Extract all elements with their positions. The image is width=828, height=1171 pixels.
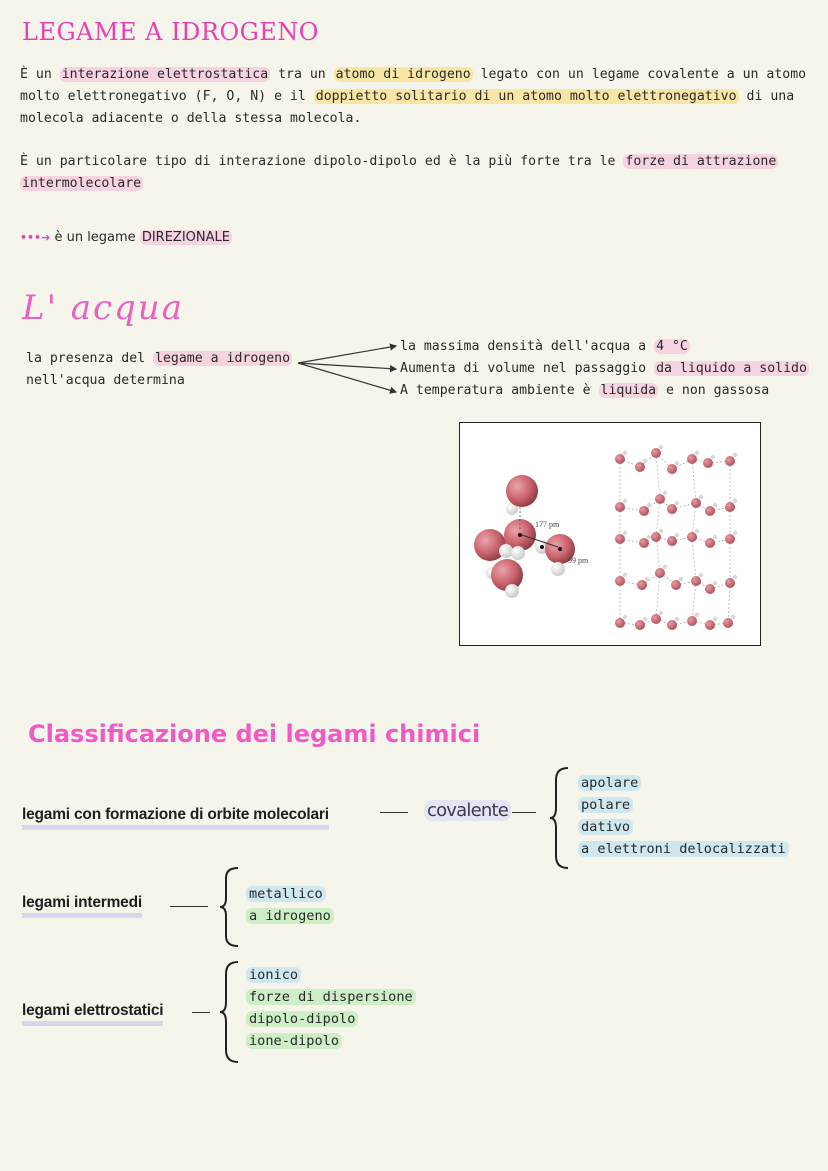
group-label-orbite: legami con formazione di orbite molecolari — [22, 806, 329, 830]
oxygen-atom — [667, 464, 677, 474]
intermedi-list — [246, 883, 334, 927]
text: Aumenta di volume nel passaggio — [400, 361, 655, 376]
oxygen-atom — [655, 568, 665, 578]
oxygen-atom — [725, 578, 735, 588]
highlight-intermolecolare: intermolecolare — [22, 176, 142, 191]
hydrogen-atom — [695, 613, 699, 617]
hydrogen-atom — [647, 503, 651, 507]
hydrogen-atom — [695, 529, 699, 533]
hydrogen-atom — [711, 455, 715, 459]
oxygen-atom — [705, 506, 715, 516]
text: la presenza del — [26, 351, 154, 366]
covalente-label: covalente — [424, 800, 511, 821]
hydrogen-atom — [647, 535, 651, 539]
connector-line — [380, 812, 408, 813]
page-title: LEGAME A IDROGENO — [22, 18, 319, 46]
hydrogen-atom — [695, 451, 699, 455]
oxygen-atom — [635, 620, 645, 630]
oxygen-atom — [687, 532, 697, 542]
oxygen-atom — [615, 618, 625, 628]
hydrogen-atom — [623, 451, 627, 455]
oxygen-atom — [723, 618, 733, 628]
oxygen-atom — [639, 538, 649, 548]
text: e non gassosa — [658, 383, 770, 398]
hydrogen-atom — [731, 615, 735, 619]
text: legato con un legame covalente a un atomo — [472, 67, 807, 82]
text: È un — [20, 67, 60, 82]
list-item: a idrogeno — [246, 908, 334, 924]
oxygen-atom — [671, 580, 681, 590]
list-item: a elettroni delocalizzati — [578, 841, 789, 857]
connector-line — [170, 906, 208, 907]
highlight-forze-attrazione: forze di attrazione — [625, 154, 777, 169]
effect-2 — [400, 358, 809, 380]
oxygen-atom — [651, 448, 661, 458]
hydrogen-atom — [699, 495, 703, 499]
ice-lattice — [615, 445, 737, 630]
hydrogen-atom — [663, 491, 667, 495]
oxygen-atom — [691, 576, 701, 586]
list-item: forze di dispersione — [246, 989, 416, 1005]
oxygen-atom — [615, 576, 625, 586]
text: molecola adiacente o della stessa molecola. — [20, 111, 362, 126]
brace-icon — [548, 766, 572, 870]
highlight-atomo-idrogeno: atomo di idrogeno — [335, 67, 471, 82]
molecule-cluster — [474, 475, 589, 598]
text: di una — [738, 89, 795, 104]
hydrogen-bond — [692, 537, 696, 581]
hydrogen-atom — [733, 499, 737, 503]
hydrogen-atom — [679, 577, 683, 581]
hydrogen-bond — [728, 583, 730, 623]
connector-line — [512, 812, 536, 813]
oxygen-atom — [687, 616, 697, 626]
hydrogen-atom — [623, 573, 627, 577]
oxygen-atom — [687, 454, 697, 464]
hydrogen-bond — [692, 459, 696, 503]
highlight-interazione: interazione elettrostatica — [61, 67, 269, 82]
hydrogen-atom — [643, 617, 647, 621]
elettrostatici-list — [246, 964, 416, 1052]
water-cause — [26, 348, 292, 392]
oxygen-atom — [725, 534, 735, 544]
water-effects — [400, 336, 809, 402]
text: È un particolare tipo di interazione dipolo-dipolo ed è la più forte tra le — [20, 154, 624, 169]
highlight-liquido-solido: da liquido a solido — [656, 361, 807, 376]
intro-paragraph-2 — [20, 151, 820, 195]
branch-arrows — [292, 336, 402, 402]
list-item: ionico — [246, 967, 301, 983]
oxygen-atom — [705, 538, 715, 548]
distance-label: 177 pm — [535, 520, 560, 529]
highlight-liquida: liquida — [600, 383, 657, 398]
hydrogen-atom — [659, 611, 663, 615]
oxygen-atom — [615, 502, 625, 512]
oxygen-atom — [705, 620, 715, 630]
hydrogen-atom — [643, 459, 647, 463]
hydrogen-atom — [675, 501, 679, 505]
oxygen-atom — [651, 614, 661, 624]
oxygen-atom — [691, 498, 701, 508]
hydrogen-atom — [733, 575, 737, 579]
group-label-intermedi: legami intermedi — [22, 894, 142, 918]
hydrogen-atom — [675, 533, 679, 537]
list-item: ione-dipolo — [246, 1033, 342, 1049]
highlight-legame-idrogeno: legame a idrogeno — [155, 351, 291, 366]
hydrogen-bond — [656, 453, 660, 499]
list-item: dipolo-dipolo — [246, 1011, 358, 1027]
connector-line — [192, 1012, 210, 1013]
oxygen-atom — [703, 458, 713, 468]
list-item: apolare — [578, 775, 641, 791]
highlight-direzionale: DIREZIONALE — [141, 230, 230, 245]
hydrogen-atom — [733, 453, 737, 457]
oxygen-atom — [667, 504, 677, 514]
highlight-doppietto: doppietto solitario di un atomo molto elettronegativo — [315, 89, 737, 104]
arrow-icon: •••➔ — [20, 231, 51, 244]
hydrogen-atom — [675, 461, 679, 465]
list-item: metallico — [246, 886, 326, 902]
hydrogen-atom — [699, 573, 703, 577]
oxygen-atom — [637, 580, 647, 590]
brace-icon — [218, 960, 242, 1064]
text: A temperatura ambiente è — [400, 383, 599, 398]
effect-1 — [400, 336, 809, 358]
hydrogen-atom — [663, 565, 667, 569]
text: tra un — [270, 67, 334, 82]
classification-title: Classificazione dei legami chimici — [28, 720, 481, 748]
hydrogen-bond — [656, 537, 660, 573]
oxygen-atom — [615, 534, 625, 544]
oxygen-atom — [655, 494, 665, 504]
oxygen-atom — [639, 506, 649, 516]
hydrogen-atom — [623, 615, 627, 619]
oxygen-atom — [725, 502, 735, 512]
effect-3 — [400, 380, 809, 402]
list-item: dativo — [578, 819, 633, 835]
hydrogen-atom — [659, 445, 663, 449]
oxygen-atom — [725, 456, 735, 466]
covalente-list — [578, 772, 789, 860]
highlight-4c: 4 °C — [656, 339, 688, 354]
oxygen-atom — [635, 462, 645, 472]
text: è un legame — [54, 230, 140, 245]
hydrogen-atom — [623, 531, 627, 535]
bond-label: 99 pm — [568, 556, 589, 565]
oxygen-atom — [667, 620, 677, 630]
hydrogen-atom — [713, 503, 717, 507]
oxygen-atom — [651, 532, 661, 542]
hydrogen-atom — [659, 529, 663, 533]
hydrogen-atom — [713, 535, 717, 539]
intro-paragraph-3 — [20, 227, 820, 249]
hydrogen-atom — [645, 577, 649, 581]
brace-icon — [218, 866, 242, 948]
hydrogen-atom — [713, 617, 717, 621]
oxygen-atom — [615, 454, 625, 464]
hydrogen-atom — [675, 617, 679, 621]
water-structure-figure — [459, 422, 761, 646]
hydrogen-atom — [733, 531, 737, 535]
section-subtitle-acqua: L' acqua — [22, 288, 184, 328]
text: molto elettronegativo (F, O, N) e il — [20, 89, 314, 104]
water-molecules-illustration — [460, 423, 760, 645]
oxygen-atom — [705, 584, 715, 594]
text: nell'acqua determina — [26, 373, 185, 388]
list-item: polare — [578, 797, 633, 813]
oxygen-atom — [667, 536, 677, 546]
text: la massima densità dell'acqua a — [400, 339, 655, 354]
intro-paragraph-1 — [20, 64, 820, 130]
hydrogen-atom — [713, 581, 717, 585]
hydrogen-atom — [623, 499, 627, 503]
group-label-elettrostatici: legami elettrostatici — [22, 1002, 163, 1026]
